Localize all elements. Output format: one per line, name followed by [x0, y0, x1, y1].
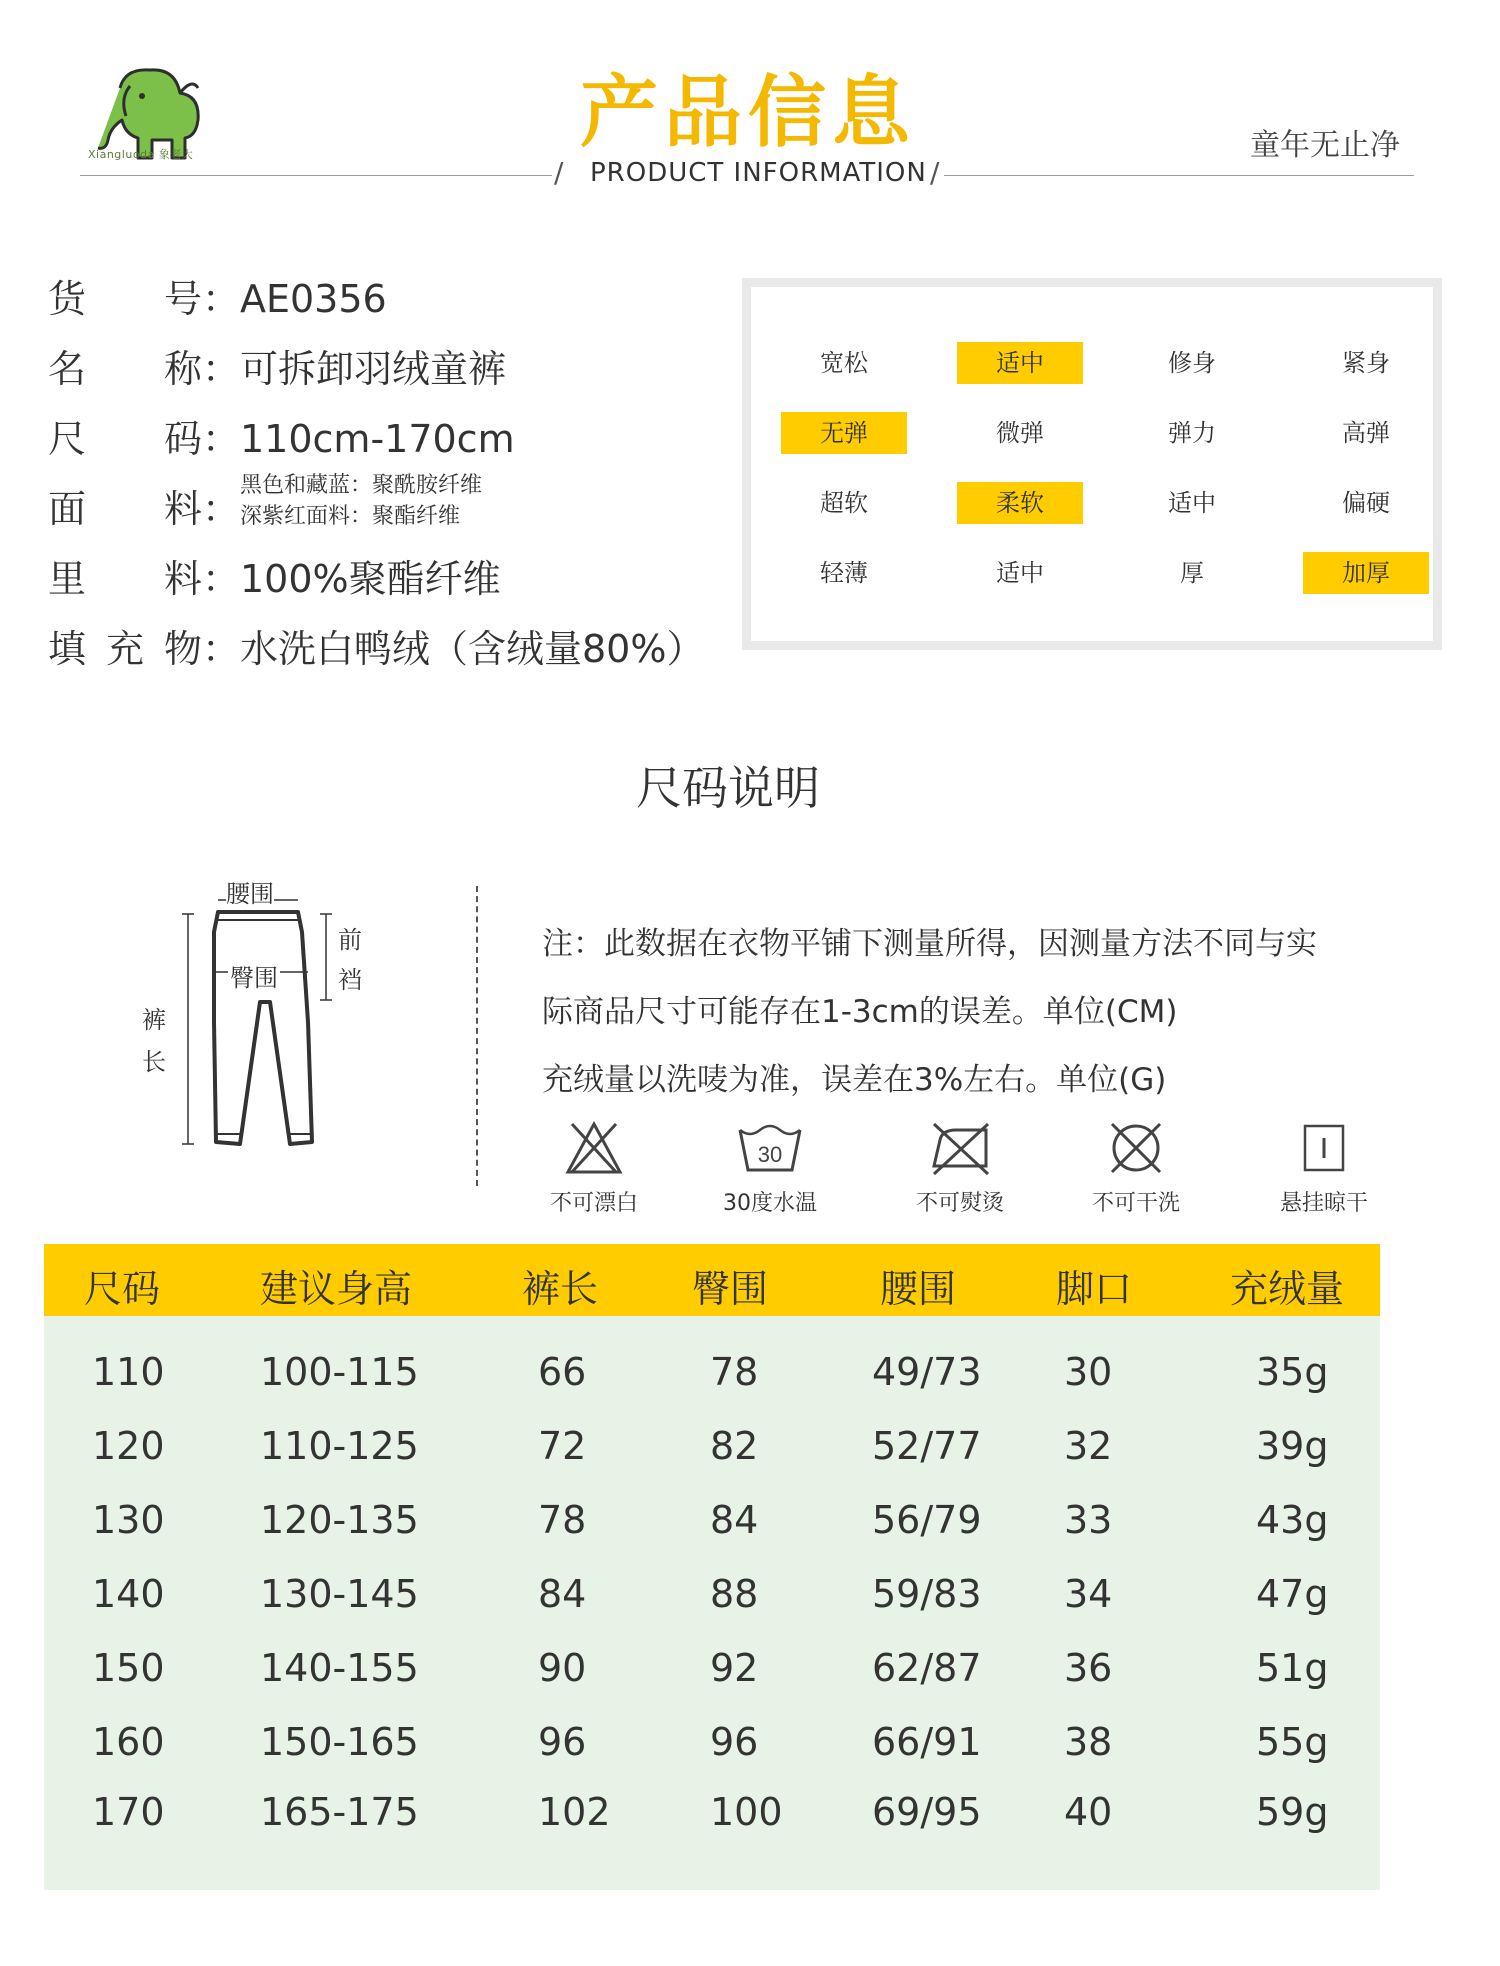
size-section-title: 尺码说明: [636, 761, 820, 815]
wash-30-icon: [734, 1118, 806, 1178]
table-cell: 96: [710, 1720, 759, 1764]
table-cell: 160: [92, 1720, 165, 1764]
brand-slogan: 童年无止净: [1250, 128, 1400, 163]
table-cell: 55g: [1256, 1720, 1329, 1764]
info-label: 里 料：: [48, 557, 241, 601]
page-title: 产品信息: [580, 68, 917, 158]
page-subtitle: PRODUCT INFORMATION: [590, 158, 927, 188]
info-row-fabric: [48, 478, 240, 533]
care-item-no-bleach: [534, 1118, 654, 1217]
table-cell: 84: [710, 1498, 759, 1542]
table-header-cell: 臀围: [692, 1267, 769, 1311]
table-cell: 34: [1064, 1572, 1113, 1616]
header-slash-right: /: [930, 156, 940, 189]
header-slash-left: /: [554, 156, 564, 189]
feature-option: 加厚: [1303, 552, 1429, 594]
table-cell: 51g: [1256, 1646, 1329, 1690]
table-cell: 150-165: [260, 1720, 419, 1764]
table-cell: 102: [538, 1790, 611, 1834]
diagram-label-hip: 臀围: [228, 958, 280, 993]
table-cell: 82: [710, 1424, 759, 1468]
header-divider-right: [944, 175, 1414, 176]
table-cell: 39g: [1256, 1424, 1329, 1468]
info-value: AE0356: [240, 277, 387, 321]
size-table-body: [44, 1316, 1380, 1890]
table-cell: 100: [710, 1790, 783, 1834]
table-cell: 32: [1064, 1424, 1113, 1468]
feature-option: 超软: [820, 489, 868, 517]
diagram-label-length-2: 长: [142, 1048, 166, 1076]
table-cell: 59/83: [872, 1572, 982, 1616]
table-header-cell: 充绒量: [1230, 1267, 1345, 1311]
table-header-cell: 尺码: [84, 1267, 161, 1311]
info-row-name: [48, 338, 506, 393]
table-cell: 90: [538, 1646, 587, 1690]
feature-option: 轻薄: [820, 559, 868, 587]
info-row-size: [48, 408, 515, 463]
table-cell: 170: [92, 1790, 165, 1834]
table-cell: 100-115: [260, 1350, 419, 1394]
feature-option: 宽松: [820, 349, 868, 377]
care-label: 悬挂晾干: [1279, 1191, 1368, 1216]
info-label: 名 称：: [48, 347, 241, 391]
table-cell: 120: [92, 1424, 165, 1468]
info-label: 货 号：: [48, 277, 241, 321]
care-item-no-dry-clean: [1076, 1118, 1196, 1217]
care-label: 不可熨烫: [915, 1191, 1004, 1216]
diagram-label-waist: 腰围: [226, 874, 274, 909]
table-cell: 150: [92, 1646, 165, 1690]
info-row-lining: [48, 548, 501, 603]
diagram-label-rise-2: 裆: [338, 966, 362, 994]
feature-option: 偏硬: [1342, 489, 1390, 517]
measurement-note-line-2: 际商品尺寸可能存在1-3cm的误差。单位(CM): [542, 994, 1178, 1030]
fabric-line: 黑色和藏蓝：聚酰胺纤维: [240, 473, 483, 498]
feature-option: 微弹: [996, 419, 1044, 447]
table-cell: 130-145: [260, 1572, 419, 1616]
table-cell: 49/73: [872, 1350, 982, 1394]
no-bleach-icon: [562, 1118, 626, 1178]
table-cell: 78: [538, 1498, 587, 1542]
care-label: 不可干洗: [1091, 1191, 1180, 1216]
table-cell: 140-155: [260, 1646, 419, 1690]
table-cell: 30: [1064, 1350, 1113, 1394]
table-cell: 66/91: [872, 1720, 982, 1764]
table-cell: 92: [710, 1646, 759, 1690]
table-header-cell: 脚口: [1056, 1267, 1133, 1311]
table-cell: 59g: [1256, 1790, 1329, 1834]
info-value: 110cm-170cm: [240, 417, 515, 461]
feature-option: 适中: [1168, 489, 1216, 517]
table-cell: 33: [1064, 1498, 1113, 1542]
table-header-cell: 腰围: [880, 1267, 957, 1311]
table-header-cell: 裤长: [522, 1267, 599, 1311]
table-cell: 43g: [1256, 1498, 1329, 1542]
feature-grid: [742, 278, 1442, 650]
info-value: 水洗白鸭绒（含绒量80%）: [240, 627, 705, 671]
table-cell: 140: [92, 1572, 165, 1616]
fabric-line: 深紫红面料：聚酯纤维: [240, 504, 461, 529]
feature-option: 适中: [996, 559, 1044, 587]
table-cell: 36: [1064, 1646, 1113, 1690]
measurement-note-line-3: 充绒量以洗唛为准，误差在3%左右。单位(G): [542, 1062, 1167, 1098]
info-value: 100%聚酯纤维: [240, 557, 501, 601]
feature-option: 无弹: [781, 412, 907, 454]
table-cell: 56/79: [872, 1498, 982, 1542]
table-cell: 130: [92, 1498, 165, 1542]
info-value: 可拆卸羽绒童裤: [240, 347, 507, 391]
care-item-wash-30: [710, 1118, 830, 1217]
table-cell: 78: [710, 1350, 759, 1394]
table-cell: 84: [538, 1572, 587, 1616]
table-cell: 72: [538, 1424, 587, 1468]
feature-option: 厚: [1180, 559, 1204, 587]
info-row-item-number: [48, 268, 387, 323]
diagram-label-rise-1: 前: [338, 926, 362, 954]
table-cell: 110: [92, 1350, 165, 1394]
table-cell: 52/77: [872, 1424, 982, 1468]
logo-text: Xiangluoda 象老大: [88, 148, 194, 161]
table-cell: 69/95: [872, 1790, 982, 1834]
fabric-detail: [240, 470, 482, 532]
no-dry-clean-icon: [1104, 1118, 1168, 1178]
header-divider-left: [80, 175, 552, 176]
care-item-no-iron: [900, 1118, 1020, 1217]
table-cell: 120-135: [260, 1498, 419, 1542]
hang-dry-icon: [1299, 1118, 1349, 1178]
feature-option: 高弹: [1342, 419, 1390, 447]
table-cell: 62/87: [872, 1646, 982, 1690]
table-cell: 38: [1064, 1720, 1113, 1764]
info-label: 尺 码：: [48, 417, 241, 461]
care-label: 30度水温: [723, 1191, 817, 1216]
no-iron-icon: [926, 1118, 994, 1178]
feature-option: 柔软: [957, 482, 1083, 524]
table-header-cell: 建议身高: [260, 1267, 413, 1311]
table-cell: 88: [710, 1572, 759, 1616]
info-row-filling: [48, 618, 704, 673]
feature-option: 弹力: [1168, 419, 1216, 447]
table-cell: 165-175: [260, 1790, 419, 1834]
measurement-note-line-1: 注：此数据在衣物平铺下测量所得，因测量方法不同与实: [542, 926, 1317, 962]
feature-option: 修身: [1168, 349, 1216, 377]
care-item-hang-dry: [1264, 1118, 1384, 1217]
info-label: 填 充 物：: [48, 627, 241, 671]
diagram-label-length-1: 裤: [142, 1006, 166, 1034]
table-cell: 66: [538, 1350, 587, 1394]
dashed-divider: [476, 886, 478, 1186]
table-cell: 110-125: [260, 1424, 419, 1468]
info-label: 面 料：: [48, 487, 241, 531]
table-cell: 40: [1064, 1790, 1113, 1834]
care-label: 不可漂白: [549, 1191, 638, 1216]
feature-option: 适中: [957, 342, 1083, 384]
feature-option: 紧身: [1342, 349, 1390, 377]
table-cell: 96: [538, 1720, 587, 1764]
size-table-header: [44, 1244, 1380, 1316]
table-cell: 47g: [1256, 1572, 1329, 1616]
svg-text:30: 30: [757, 1142, 783, 1167]
table-cell: 35g: [1256, 1350, 1329, 1394]
